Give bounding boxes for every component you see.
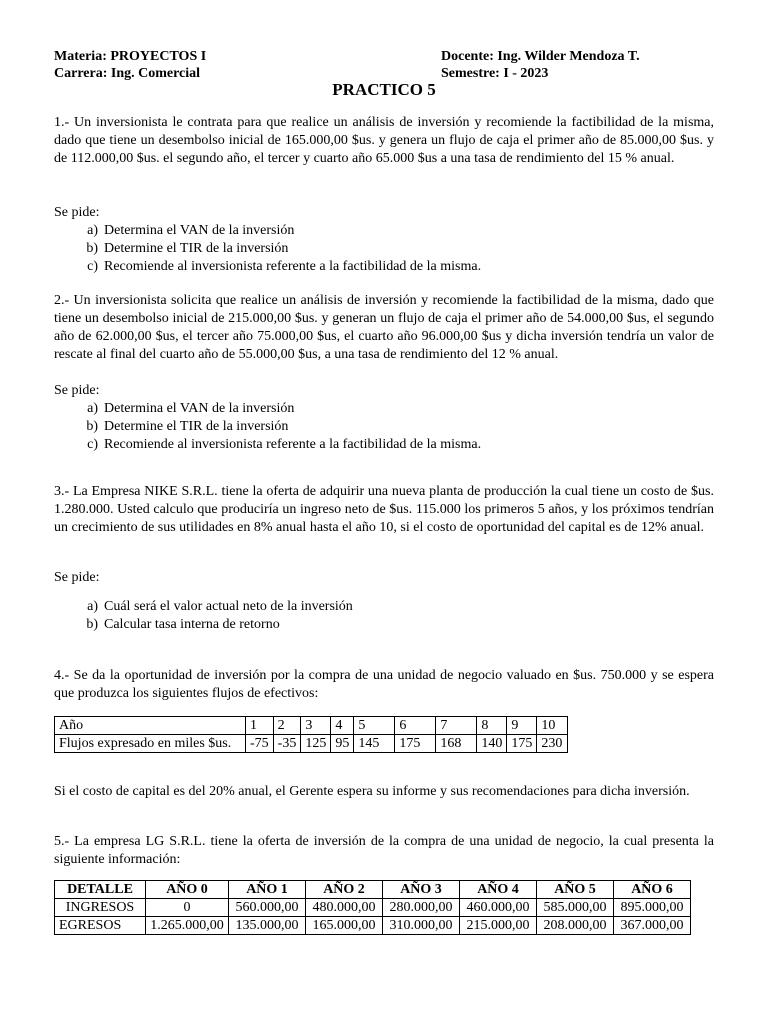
page-title: PRACTICO 5: [332, 80, 436, 99]
table-cell: 895.000,00: [614, 899, 691, 917]
list-item: b) Calcular tasa interna de retorno: [86, 617, 280, 632]
cash-flow-table: [54, 716, 568, 753]
problem-3-se-pide: Se pide:: [54, 570, 100, 585]
table-header-cell: AÑO 1: [229, 881, 306, 899]
problem-4-text: 4.- Se da la oportunidad de inversión por la compra de una unidad de negocio valuado en $us. 750.000 y se espera que produzca los siguientes flujos de efectivos:: [54, 668, 714, 701]
header-carrera: Carrera: Ing. Comercial: [54, 66, 201, 81]
table-cell: 145: [354, 735, 395, 753]
table-cell: 165.000,00: [306, 917, 383, 935]
table-cell: EGRESOS: [55, 917, 146, 935]
list-item: a) Cuál será el valor actual neto de la inversión: [87, 599, 353, 614]
problem-1-text: 1.- Un inversionista le contrata para que realice un análisis de inversión y recomiende la factibilidad de la misma, dado que tiene un desembolso inicial de 165.000,00 $us. y genera un flujo de caja el primer año de 85.000,00 $us. y de 112.000,00 $us. el segundo año, el tercer y cuarto año 65.000 $us a una tasa de rendimiento del 15 % anual.: [54, 115, 714, 166]
header-left: [54, 48, 206, 82]
table-cell: Flujos expresado en miles $us.: [55, 735, 246, 753]
list-item: c) Recomiende al inversionista referente a la factibilidad de la misma.: [87, 259, 482, 274]
list-item: c) Recomiende al inversionista referente a la factibilidad de la misma.: [87, 437, 482, 452]
table-cell: 6: [395, 717, 436, 735]
table-row: [55, 735, 568, 753]
table-header-cell: AÑO 2: [306, 881, 383, 899]
table-cell: -35: [273, 735, 301, 753]
list-item: b) Determine el TIR de la inversión: [86, 419, 289, 434]
header-semestre: Semestre: I - 2023: [441, 66, 549, 81]
table-row: [55, 717, 568, 735]
table-cell: Año: [55, 717, 246, 735]
table-cell: 125: [301, 735, 331, 753]
problem-2-se-pide: Se pide:: [54, 383, 100, 398]
table-cell: 560.000,00: [229, 899, 306, 917]
list-item: a) Determina el VAN de la inversión: [87, 401, 295, 416]
table-cell: 5: [354, 717, 395, 735]
table-cell: 7: [436, 717, 477, 735]
table-header-cell: AÑO 5: [537, 881, 614, 899]
list-item: a) Determina el VAN de la inversión: [87, 223, 295, 238]
table-cell: 310.000,00: [383, 917, 460, 935]
table-cell: -75: [246, 735, 274, 753]
table-cell: 4: [331, 717, 354, 735]
table-cell: 8: [477, 717, 507, 735]
table-cell: 135.000,00: [229, 917, 306, 935]
table-cell: 1.265.000,00: [146, 917, 229, 935]
header-materia: Materia: PROYECTOS I: [54, 49, 207, 64]
problem-4-after: Si el costo de capital es del 20% anual, el Gerente espera su informe y sus recomendaciones para dicha inversión.: [54, 784, 690, 799]
table-cell: 175: [395, 735, 436, 753]
table-cell: INGRESOS: [55, 899, 146, 917]
table-cell: 480.000,00: [306, 899, 383, 917]
table-cell: 460.000,00: [460, 899, 537, 917]
table-header-cell: AÑO 3: [383, 881, 460, 899]
table-row: [55, 881, 691, 899]
problem-2-list: [54, 400, 481, 454]
list-item: b) Determine el TIR de la inversión: [86, 241, 289, 256]
problem-3-list: [54, 598, 353, 634]
table-cell: 585.000,00: [537, 899, 614, 917]
table-cell: 168: [436, 735, 477, 753]
table-header-cell: AÑO 0: [146, 881, 229, 899]
table-cell: 10: [537, 717, 568, 735]
problem-2-text: 2.- Un inversionista solicita que realice un análisis de inversión y recomiende la factibilidad de la misma, dado que tiene un desembolso inicial de 215.000,00 $us. y generan un flujo de caja el primer año de 54.000,00 $us, el segundo año de 62.000,00 $us, el tercer año 75.000,00 $us, el cuarto año 96.000,00 $us y dicha inversión tendría un valor de rescate al final del cuarto año de 55.000,00 $us, a una tasa de rendimiento del 12 % anual.: [54, 293, 714, 362]
table-cell: 215.000,00: [460, 917, 537, 935]
table-row: [55, 917, 691, 935]
table-cell: 367.000,00: [614, 917, 691, 935]
table-cell: 208.000,00: [537, 917, 614, 935]
problem-1-se-pide: Se pide:: [54, 205, 100, 220]
table-cell: 1: [246, 717, 274, 735]
table-cell: 140: [477, 735, 507, 753]
income-expense-table: [54, 880, 691, 935]
header-docente: Docente: Ing. Wilder Mendoza T.: [441, 49, 640, 64]
table-cell: 230: [537, 735, 568, 753]
table-cell: 9: [507, 717, 537, 735]
table-row: [55, 899, 691, 917]
header-right: [441, 48, 640, 82]
problem-5-text: 5.- La empresa LG S.R.L. tiene la oferta de inversión de la compra de una unidad de negocio, la cual presenta la siguiente información:: [54, 834, 714, 867]
table-cell: 95: [331, 735, 354, 753]
table-cell: 175: [507, 735, 537, 753]
problem-3-text: 3.- La Empresa NIKE S.R.L. tiene la oferta de adquirir una nueva planta de producción la cual tiene un costo de $us. 1.280.000. Usted calculo que produciría un ingreso neto de $us. 115.000 los primeros 5 años, y los próximos tendrían un crecimiento de sus utilidades en 8% anual hasta el año 10, si el costo de oportunidad del capital es de 12% anual.: [54, 484, 714, 535]
table-cell: 0: [146, 899, 229, 917]
table-cell: 3: [301, 717, 331, 735]
table-cell: 280.000,00: [383, 899, 460, 917]
table-header-cell: AÑO 6: [614, 881, 691, 899]
problem-1-list: [54, 222, 481, 276]
table-header-cell: DETALLE: [55, 881, 146, 899]
table-cell: 2: [273, 717, 301, 735]
table-header-cell: AÑO 4: [460, 881, 537, 899]
